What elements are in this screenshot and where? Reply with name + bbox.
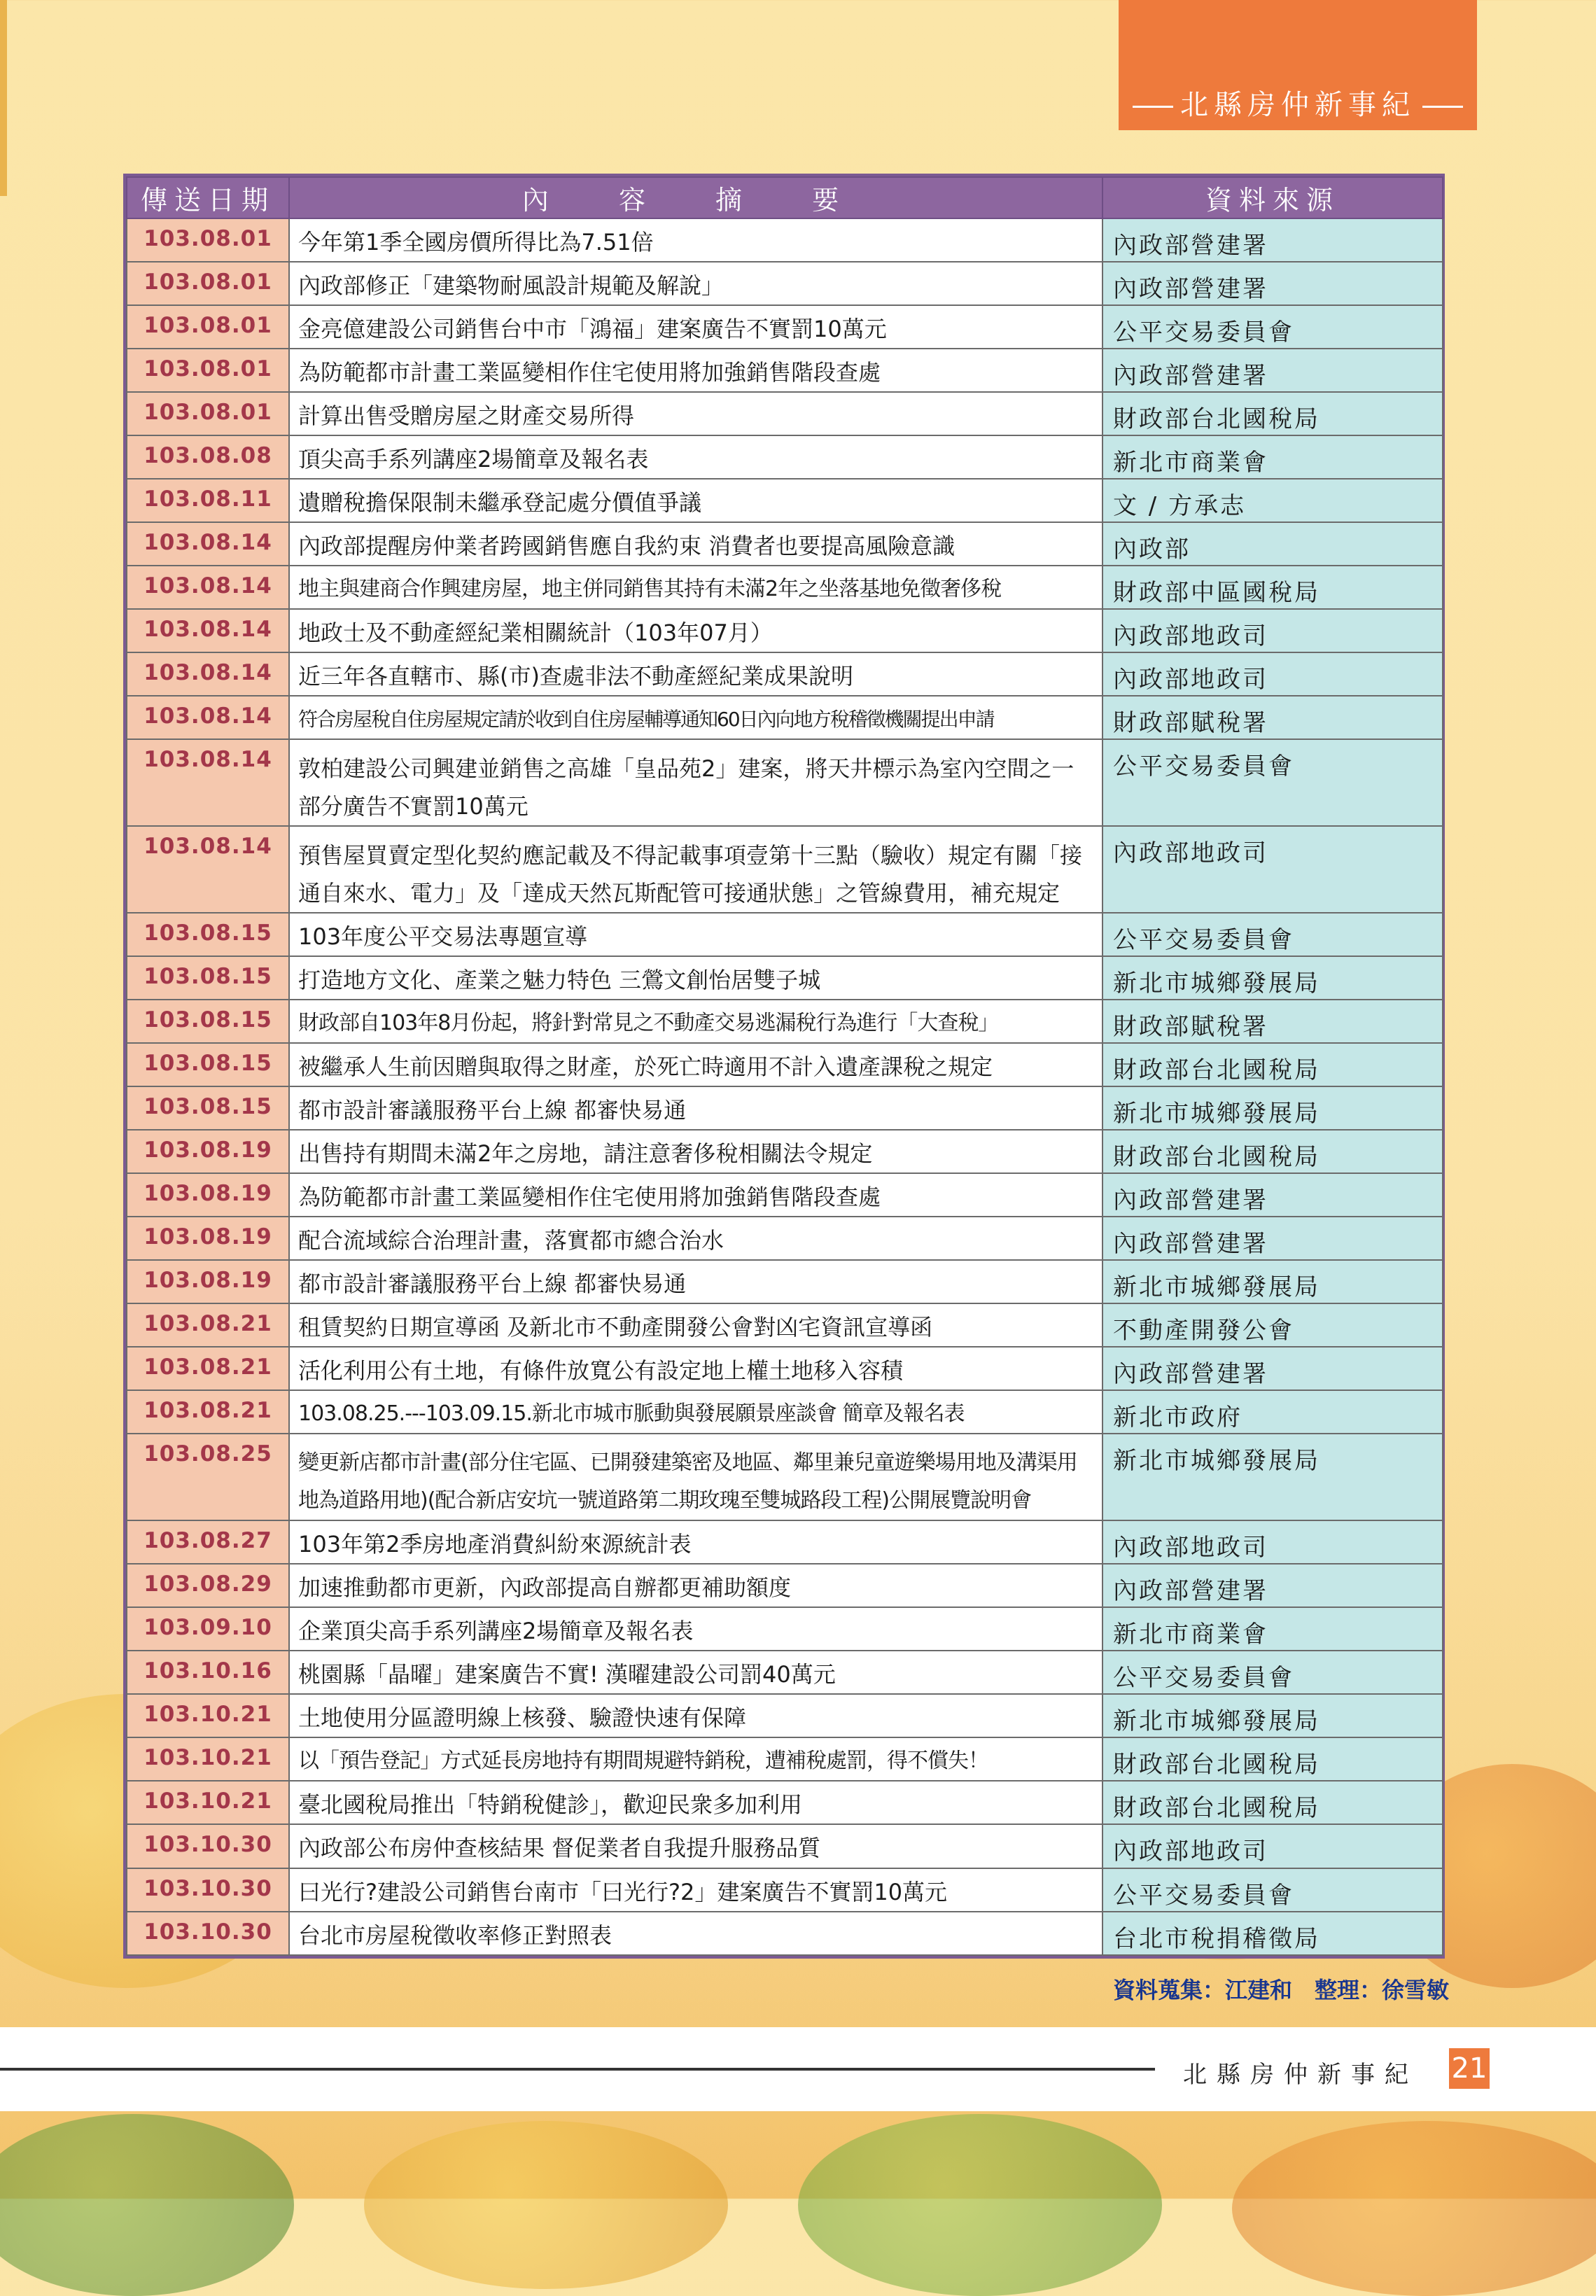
table-row — [127, 609, 1443, 652]
news-table-grid — [126, 176, 1443, 1956]
row-date: 103.08.11 — [127, 479, 289, 522]
table-row — [127, 1000, 1443, 1043]
table-row — [127, 1086, 1443, 1130]
row-date: 103.08.19 — [127, 1130, 289, 1173]
table-row — [127, 435, 1443, 479]
table-row — [127, 522, 1443, 566]
row-source: 公平交易委員會 — [1102, 1868, 1443, 1912]
row-date: 103.10.21 — [127, 1694, 289, 1737]
row-date: 103.08.14 — [127, 696, 289, 739]
row-summary: 內政部公布房仲查核結果 督促業者自我提升服務品質 — [289, 1824, 1102, 1868]
row-summary: 103年度公平交易法專題宣導 — [289, 913, 1102, 956]
table-row — [127, 1868, 1443, 1912]
row-date: 103.08.27 — [127, 1520, 289, 1564]
row-date: 103.10.30 — [127, 1868, 289, 1912]
header-title — [1119, 83, 1477, 122]
row-summary: 財政部自103年8月份起，將針對常見之不動產交易逃漏稅行為進行「大查稅」 — [289, 1000, 1102, 1043]
row-summary: 都市設計審議服務平台上線 都審快易通 — [289, 1260, 1102, 1303]
row-summary: 為防範都市計畫工業區變相作住宅使用將加強銷售階段查處 — [289, 1173, 1102, 1217]
row-summary: 都市設計審議服務平台上線 都審快易通 — [289, 1086, 1102, 1130]
row-date: 103.10.16 — [127, 1651, 289, 1694]
background-decoration — [798, 2114, 1162, 2296]
row-summary: 曰光行?建設公司銷售台南市「曰光行?2」建案廣告不實罰10萬元 — [289, 1868, 1102, 1912]
background-decoration — [0, 2114, 294, 2296]
row-summary: 被繼承人生前因贈與取得之財產，於死亡時適用不計入遺產課稅之規定 — [289, 1043, 1102, 1086]
row-date: 103.08.01 — [127, 218, 289, 262]
row-summary: 出售持有期間未滿2年之房地，請注意奢侈稅相關法令規定 — [289, 1130, 1102, 1173]
table-row — [127, 956, 1443, 1000]
credit-line: 資料蒐集：江建和 整理：徐雪敏 — [1112, 1977, 1449, 2003]
column-header-source: 資料來源 — [1102, 177, 1443, 218]
row-source: 財政部台北國稅局 — [1102, 1781, 1443, 1824]
row-source: 內政部營建署 — [1102, 262, 1443, 305]
row-date: 103.08.21 — [127, 1390, 289, 1434]
table-row — [127, 826, 1443, 913]
row-summary: 配合流域綜合治理計畫，落實都市總合治水 — [289, 1217, 1102, 1260]
row-date: 103.10.30 — [127, 1912, 289, 1955]
row-source: 新北市城鄉發展局 — [1102, 1434, 1443, 1520]
news-table — [123, 174, 1445, 1959]
row-source: 公平交易委員會 — [1102, 305, 1443, 349]
row-date: 103.08.14 — [127, 652, 289, 696]
row-source: 內政部營建署 — [1102, 1564, 1443, 1607]
row-source: 內政部地政司 — [1102, 652, 1443, 696]
row-date: 103.08.19 — [127, 1173, 289, 1217]
table-row — [127, 392, 1443, 435]
table-row — [127, 1303, 1443, 1347]
row-summary: 企業頂尖高手系列講座2場簡章及報名表 — [289, 1607, 1102, 1651]
table-row — [127, 1737, 1443, 1781]
row-source: 新北市城鄉發展局 — [1102, 1086, 1443, 1130]
row-summary: 金亮億建設公司銷售台中市「鴻福」建案廣告不實罰10萬元 — [289, 305, 1102, 349]
table-row — [127, 696, 1443, 739]
table-row — [127, 1520, 1443, 1564]
row-source: 財政部中區國稅局 — [1102, 566, 1443, 609]
row-source: 文 / 方承志 — [1102, 479, 1443, 522]
row-summary: 計算出售受贈房屋之財產交易所得 — [289, 392, 1102, 435]
row-source: 公平交易委員會 — [1102, 739, 1443, 826]
table-row — [127, 1607, 1443, 1651]
table-row — [127, 1390, 1443, 1434]
row-date: 103.08.15 — [127, 1000, 289, 1043]
table-row — [127, 218, 1443, 262]
row-source: 財政部賦稅署 — [1102, 696, 1443, 739]
row-summary: 打造地方文化、產業之魅力特色 三鶯文創怡居雙子城 — [289, 956, 1102, 1000]
row-date: 103.08.19 — [127, 1217, 289, 1260]
table-row — [127, 1651, 1443, 1694]
row-source: 公平交易委員會 — [1102, 913, 1443, 956]
row-summary: 103.08.25.---103.09.15.新北市城市脈動與發展願景座談會 簡章及報名表 — [289, 1390, 1102, 1434]
row-source: 內政部營建署 — [1102, 1173, 1443, 1217]
table-row — [127, 566, 1443, 609]
row-summary: 變更新店都市計畫(部分住宅區、已開發建築密及地區、鄰里兼兒童遊樂場用地及溝渠用地為道路用地)(配合新店安坑一號道路第二期玫瑰至雙城路段工程)公開展覽說明會 — [289, 1434, 1102, 1520]
row-source: 內政部營建署 — [1102, 349, 1443, 392]
row-date: 103.09.10 — [127, 1607, 289, 1651]
row-date: 103.08.15 — [127, 1043, 289, 1086]
table-row — [127, 262, 1443, 305]
row-source: 內政部營建署 — [1102, 1217, 1443, 1260]
row-summary: 加速推動都市更新，內政部提高自辦都更補助額度 — [289, 1564, 1102, 1607]
row-summary: 103年第2季房地產消費糾紛來源統計表 — [289, 1520, 1102, 1564]
table-row — [127, 479, 1443, 522]
column-header-date: 傳送日期 — [127, 177, 289, 218]
row-source: 內政部地政司 — [1102, 826, 1443, 913]
row-source: 內政部營建署 — [1102, 1347, 1443, 1390]
row-source: 內政部地政司 — [1102, 609, 1443, 652]
row-source: 新北市城鄉發展局 — [1102, 956, 1443, 1000]
row-summary: 台北市房屋稅徵收率修正對照表 — [289, 1912, 1102, 1955]
header-dash-left — [1133, 106, 1173, 108]
table-row — [127, 1434, 1443, 1520]
row-source: 新北市商業會 — [1102, 435, 1443, 479]
table-row — [127, 1824, 1443, 1868]
row-summary: 活化利用公有土地，有條件放寬公有設定地上權土地移入容積 — [289, 1347, 1102, 1390]
row-source: 內政部地政司 — [1102, 1520, 1443, 1564]
left-accent-strip — [0, 0, 7, 196]
row-summary: 以「預告登記」方式延長房地持有期間規避特銷稅，遭補稅處罰，得不償失！ — [289, 1737, 1102, 1781]
row-date: 103.08.14 — [127, 739, 289, 826]
row-source: 不動產開發公會 — [1102, 1303, 1443, 1347]
table-row — [127, 739, 1443, 826]
table-row — [127, 1564, 1443, 1607]
row-date: 103.08.01 — [127, 262, 289, 305]
row-date: 103.08.15 — [127, 913, 289, 956]
row-date: 103.08.14 — [127, 609, 289, 652]
table-row — [127, 1347, 1443, 1390]
row-summary: 內政部修正「建築物耐風設計規範及解說」 — [289, 262, 1102, 305]
table-row — [127, 1173, 1443, 1217]
row-summary: 地主與建商合作興建房屋，地主併同銷售其持有未滿2年之坐落基地免徵奢侈稅 — [289, 566, 1102, 609]
row-summary: 頂尖高手系列講座2場簡章及報名表 — [289, 435, 1102, 479]
row-summary: 租賃契約日期宣導函 及新北市不動產開發公會對凶宅資訊宣導函 — [289, 1303, 1102, 1347]
row-date: 103.10.30 — [127, 1824, 289, 1868]
row-summary: 遺贈稅擔保限制未繼承登記處分價值爭議 — [289, 479, 1102, 522]
row-source: 財政部台北國稅局 — [1102, 1130, 1443, 1173]
row-summary: 符合房屋稅自住房屋規定請於收到自住房屋輔導通知60日內向地方稅稽徵機關提出申請 — [289, 696, 1102, 739]
row-summary: 土地使用分區證明線上核發、驗證快速有保障 — [289, 1694, 1102, 1737]
row-date: 103.08.08 — [127, 435, 289, 479]
header-title-text: 北縣房仲新事紀 — [1180, 89, 1415, 121]
row-source: 公平交易委員會 — [1102, 1651, 1443, 1694]
table-row — [127, 1217, 1443, 1260]
table-row — [127, 913, 1443, 956]
page-number: 21 — [1449, 2048, 1490, 2089]
row-date: 103.08.14 — [127, 826, 289, 913]
row-date: 103.08.15 — [127, 956, 289, 1000]
row-date: 103.10.21 — [127, 1781, 289, 1824]
row-source: 財政部台北國稅局 — [1102, 1737, 1443, 1781]
row-date: 103.08.01 — [127, 392, 289, 435]
row-source: 台北市稅捐稽徵局 — [1102, 1912, 1443, 1955]
table-row — [127, 1130, 1443, 1173]
row-source: 新北市城鄉發展局 — [1102, 1694, 1443, 1737]
column-header-summary: 內 容 摘 要 — [289, 177, 1102, 218]
footer-title: 北縣房仲新事紀 — [1183, 2061, 1418, 2089]
row-summary: 為防範都市計畫工業區變相作住宅使用將加強銷售階段查處 — [289, 349, 1102, 392]
header-dash-right — [1422, 106, 1463, 108]
table-row — [127, 1260, 1443, 1303]
row-source: 財政部台北國稅局 — [1102, 392, 1443, 435]
background-decoration — [1232, 2121, 1596, 2296]
row-date: 103.08.29 — [127, 1564, 289, 1607]
table-row — [127, 349, 1443, 392]
row-summary: 敦柏建設公司興建並銷售之高雄「皇品苑2」建案，將天井標示為室內空間之一部分廣告不實罰10萬元 — [289, 739, 1102, 826]
row-date: 103.08.21 — [127, 1347, 289, 1390]
row-date: 103.08.01 — [127, 349, 289, 392]
row-date: 103.08.01 — [127, 305, 289, 349]
row-source: 財政部賦稅署 — [1102, 1000, 1443, 1043]
row-source: 內政部地政司 — [1102, 1824, 1443, 1868]
table-row — [127, 305, 1443, 349]
row-date: 103.10.21 — [127, 1737, 289, 1781]
footer-rule — [0, 2068, 1155, 2071]
table-header-row — [127, 177, 1443, 218]
row-source: 新北市商業會 — [1102, 1607, 1443, 1651]
row-summary: 臺北國稅局推出「特銷稅健診」，歡迎民衆多加利用 — [289, 1781, 1102, 1824]
row-date: 103.08.21 — [127, 1303, 289, 1347]
row-source: 新北市城鄉發展局 — [1102, 1260, 1443, 1303]
row-date: 103.08.25 — [127, 1434, 289, 1520]
row-summary: 近三年各直轄市、縣(市)查處非法不動產經紀業成果說明 — [289, 652, 1102, 696]
table-row — [127, 1781, 1443, 1824]
row-source: 新北市政府 — [1102, 1390, 1443, 1434]
row-source: 財政部台北國稅局 — [1102, 1043, 1443, 1086]
table-row — [127, 652, 1443, 696]
table-row — [127, 1912, 1443, 1955]
row-summary: 地政士及不動產經紀業相關統計（103年07月） — [289, 609, 1102, 652]
row-source: 內政部營建署 — [1102, 218, 1443, 262]
row-date: 103.08.15 — [127, 1086, 289, 1130]
row-summary: 預售屋買賣定型化契約應記載及不得記載事項壹第十三點（驗收）規定有關「接通自來水、電力」及「達成天然瓦斯配管可接通狀態」之管線費用，補充規定 — [289, 826, 1102, 913]
row-date: 103.08.14 — [127, 566, 289, 609]
row-summary: 今年第1季全國房價所得比為7.51倍 — [289, 218, 1102, 262]
row-source: 內政部 — [1102, 522, 1443, 566]
row-summary: 內政部提醒房仲業者跨國銷售應自我約束 消費者也要提高風險意識 — [289, 522, 1102, 566]
row-date: 103.08.19 — [127, 1260, 289, 1303]
row-date: 103.08.14 — [127, 522, 289, 566]
background-decoration — [364, 2121, 728, 2289]
table-row — [127, 1694, 1443, 1737]
row-summary: 桃園縣「晶曜」建案廣告不實! 漢曜建設公司罰40萬元 — [289, 1651, 1102, 1694]
table-row — [127, 1043, 1443, 1086]
